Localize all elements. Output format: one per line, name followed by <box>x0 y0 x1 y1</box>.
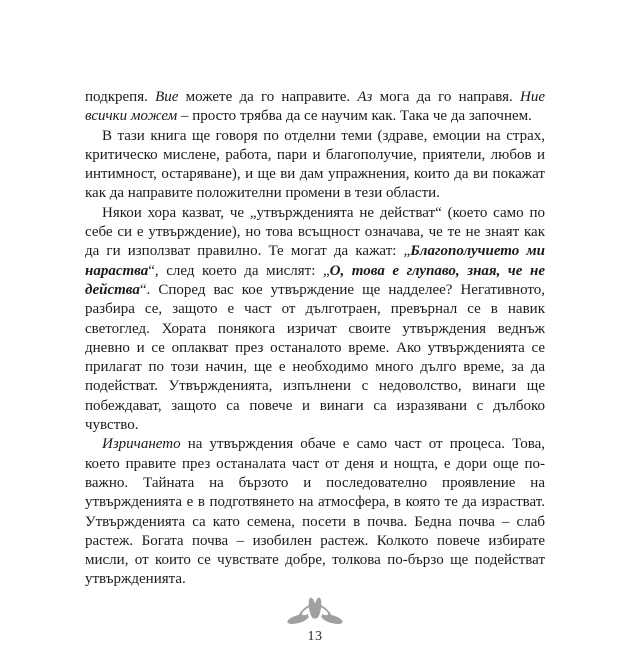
text-run: можете да го направите. <box>178 89 358 105</box>
text-run: О, това е глупаво, зная, че не действа <box>85 262 545 298</box>
text-run: В тази книга ще говоря по отделни теми (здраве, емоции на страх, критическо мислене, работа, пари и благополучие, приятели, любов и интимност, остаряване), и ще ви дам упражнения, които да ви покажат как да направите положителни промени в тези области. <box>85 127 545 202</box>
paragraph <box>85 127 545 204</box>
text-run: – просто трябва да се научим как. Така че да започнем. <box>177 108 532 125</box>
page-text <box>85 0 545 590</box>
text-run: мога да го направя. <box>372 89 521 105</box>
page-footer <box>0 597 630 645</box>
page-number: 13 <box>307 628 323 644</box>
paragraph <box>85 435 545 589</box>
text-run: подкрепя. <box>85 89 156 105</box>
text-run: Ние всички можем <box>85 89 546 125</box>
text-run: Вие <box>155 89 179 105</box>
text-run: Изричането <box>102 436 181 453</box>
lotus-flourish-icon <box>287 597 343 626</box>
paragraph <box>85 88 545 127</box>
text-run: Някои хора казват, че „утвържденията не действат“ (което само по себе си е утвърждение), но това всъщност означава, че те не знаят как да ги използват правилно. Те могат да кажат: „ <box>85 204 545 260</box>
lotus-ornament <box>0 597 630 626</box>
text-run: “. Според вас кое утвърждение ще надделее? Негативното, разбира се, защото е част от дълготраен, превърнал се в навик светоглед. Хората понякога изричат своите утвърждения веднъж дневно и се оплакват през останалото време. Ако утвържденията се прилагат по този начин, ще е необходимо много дълго време, за да подействат. Утвържденията, изпълнени с недоволство, винаги ще побеждават, защото са повече и винаги са изразявани с дълбоко чувство. <box>85 281 545 434</box>
paragraph <box>85 204 545 436</box>
text-run: “, след което да мислят: „ <box>148 262 330 279</box>
text-run: Благополучието ми нараства <box>85 243 546 279</box>
text-run: на утвърждения обаче е само част от процеса. Това, което правите през останалата част от деня и нощта, е дори още по-важно. Тайната на бързото и последователно проявление на утвържденията е в подготвянето на атмосфера, в която те да израстват. Утвържденията са като семена, посети в почва. Бедна почва – слаб растеж. Богата почва – изобилен растеж. Колкото повече избирате мисли, от които се чувствате добре, толкова по-бързо ще подействат утвържденията. <box>85 436 545 588</box>
text-run: Аз <box>357 89 373 105</box>
